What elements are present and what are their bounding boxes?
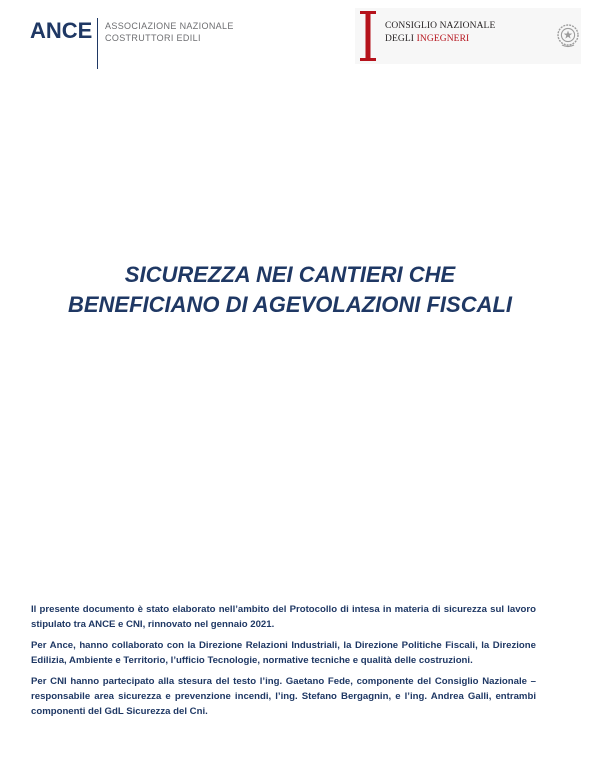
credits-paragraph-ance: Per Ance, hanno collaborato con la Direzione Relazioni Industriali, la Direzione Politiche Fiscali, la Direzione Edilizia, Ambiente e Territorio, l’ufficio Tecnologie, normative tecniche e qualità delle costruzioni. bbox=[31, 640, 536, 666]
cni-text-line2 bbox=[385, 33, 495, 46]
cni-text-line2-accent: INGEGNERI bbox=[416, 34, 470, 44]
credits-paragraph-cni: Per CNI hanno partecipato alla stesura del testo l’ing. Gaetano Fede, componente del Consiglio Nazionale – responsabile area sicurezza e prevenzione incendi, l’ing. Stefano Bergagnin, e l’ing. Andrea Galli, entrambi componenti del GdL Sicurezza del Cni. bbox=[31, 676, 536, 717]
ance-subtitle-line1: ASSOCIAZIONE NAZIONALE bbox=[105, 21, 234, 31]
document-title bbox=[0, 260, 580, 320]
cni-logo-mark-icon bbox=[359, 11, 377, 61]
credits-paragraph-protocol: Il presente documento è stato elaborato nell’ambito del Protocollo di intesa in materia di sicurezza sul lavoro stipulato tra ANCE e CNI, rinnovato nel gennaio 2021. bbox=[31, 604, 536, 630]
document-title-line2: BENEFICIANO DI AGEVOLAZIONI FISCALI bbox=[67, 292, 513, 317]
italian-republic-emblem-icon bbox=[556, 21, 580, 49]
document-title-line1: SICUREZZA NEI CANTIERI CHE bbox=[124, 262, 456, 287]
cni-logo bbox=[355, 8, 581, 64]
ance-logo-subtitle bbox=[105, 20, 234, 44]
ance-wordmark: ANCE bbox=[30, 18, 93, 43]
credits-section bbox=[31, 602, 536, 725]
cni-text-line1: CONSIGLIO NAZIONALE bbox=[385, 21, 496, 31]
ance-logo-divider bbox=[97, 18, 98, 69]
cni-text-line2-prefix: DEGLI bbox=[385, 34, 414, 44]
ance-logo bbox=[30, 17, 250, 69]
cni-logo-text bbox=[385, 20, 495, 46]
ance-subtitle-line2: COSTRUTTORI EDILI bbox=[105, 33, 201, 43]
